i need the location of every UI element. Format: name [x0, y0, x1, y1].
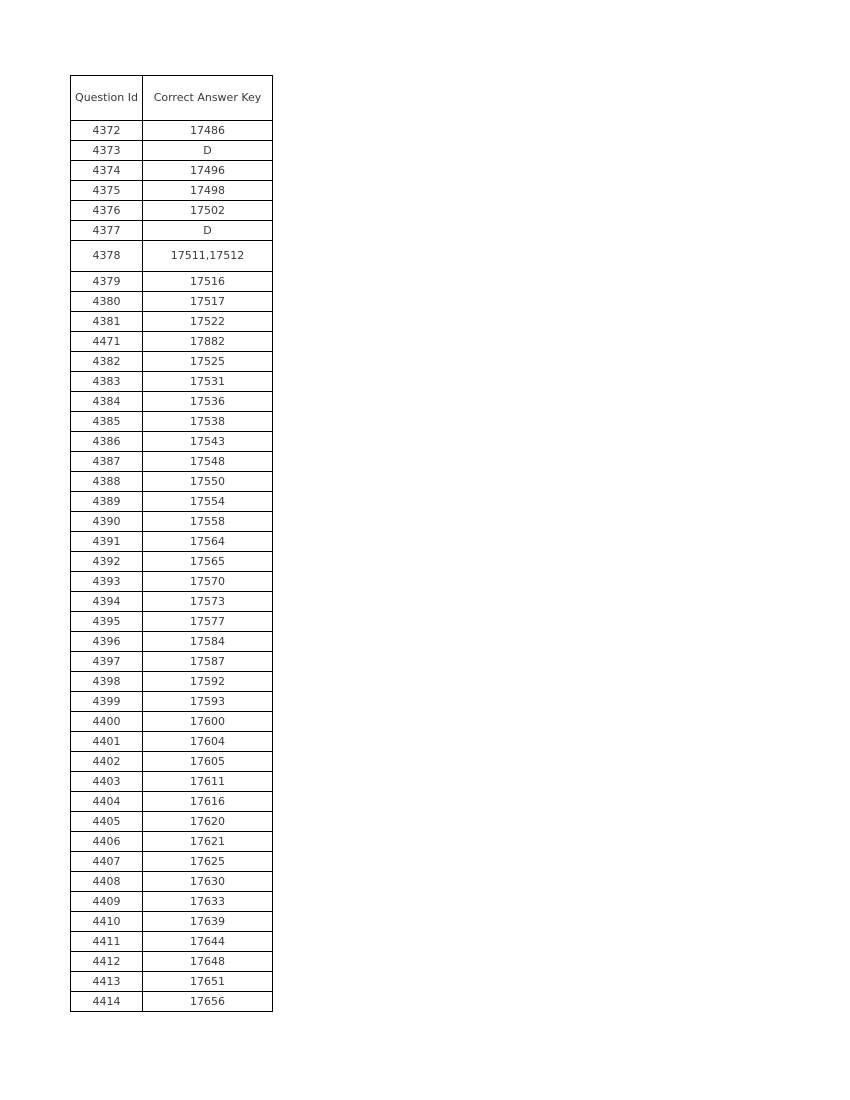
- answer-key-cell: D: [143, 141, 273, 161]
- answer-key-cell: 17651: [143, 972, 273, 992]
- question-id-cell: 4404: [71, 792, 143, 812]
- table-row: [71, 492, 273, 512]
- table-row: [71, 992, 273, 1012]
- answer-key-cell: 17486: [143, 121, 273, 141]
- answer-key-cell: 17604: [143, 732, 273, 752]
- answer-key-cell: 17584: [143, 632, 273, 652]
- question-id-cell: 4410: [71, 912, 143, 932]
- question-id-cell: 4376: [71, 201, 143, 221]
- table-row: [71, 832, 273, 852]
- question-id-cell: 4395: [71, 612, 143, 632]
- table-row: [71, 712, 273, 732]
- answer-key-cell: 17633: [143, 892, 273, 912]
- question-id-cell: 4392: [71, 552, 143, 572]
- table-row: [71, 572, 273, 592]
- table-row: [71, 532, 273, 552]
- answer-key-cell: 17620: [143, 812, 273, 832]
- answer-key-cell: 17564: [143, 532, 273, 552]
- answer-key-cell: 17550: [143, 472, 273, 492]
- table-row: [71, 452, 273, 472]
- table-row: [71, 952, 273, 972]
- table-row: [71, 812, 273, 832]
- table-row: [71, 932, 273, 952]
- table-row: [71, 852, 273, 872]
- answer-key-cell: 17573: [143, 592, 273, 612]
- answer-key-cell: 17648: [143, 952, 273, 972]
- table-row: [71, 772, 273, 792]
- answer-key-cell: 17639: [143, 912, 273, 932]
- answer-key-table: [70, 75, 273, 1012]
- answer-key-cell: 17531: [143, 372, 273, 392]
- question-id-cell: 4378: [71, 241, 143, 272]
- table-row: [71, 872, 273, 892]
- answer-key-cell: 17600: [143, 712, 273, 732]
- table-row: [71, 612, 273, 632]
- question-id-cell: 4394: [71, 592, 143, 612]
- answer-key-cell: 17593: [143, 692, 273, 712]
- question-id-cell: 4379: [71, 272, 143, 292]
- question-id-cell: 4401: [71, 732, 143, 752]
- table-row: [71, 352, 273, 372]
- answer-key-cell: 17511,17512: [143, 241, 273, 272]
- table-row: [71, 652, 273, 672]
- table-row: [71, 201, 273, 221]
- answer-key-cell: 17522: [143, 312, 273, 332]
- table-row: [71, 732, 273, 752]
- question-id-cell: 4403: [71, 772, 143, 792]
- answer-key-cell: 17630: [143, 872, 273, 892]
- table-row: [71, 372, 273, 392]
- table-row: [71, 892, 273, 912]
- table-row: [71, 181, 273, 201]
- table-row: [71, 272, 273, 292]
- question-id-cell: 4387: [71, 452, 143, 472]
- answer-key-cell: 17611: [143, 772, 273, 792]
- answer-key-cell: 17502: [143, 201, 273, 221]
- question-id-cell: 4386: [71, 432, 143, 452]
- question-id-cell: 4377: [71, 221, 143, 241]
- table-row: [71, 221, 273, 241]
- answer-key-cell: 17516: [143, 272, 273, 292]
- question-id-cell: 4372: [71, 121, 143, 141]
- question-id-cell: 4375: [71, 181, 143, 201]
- table-row: [71, 972, 273, 992]
- question-id-cell: 4409: [71, 892, 143, 912]
- answer-key-cell: 17577: [143, 612, 273, 632]
- answer-key-cell: D: [143, 221, 273, 241]
- header-row: [71, 76, 273, 121]
- answer-key-cell: 17570: [143, 572, 273, 592]
- question-id-cell: 4393: [71, 572, 143, 592]
- answer-key-cell: 17587: [143, 652, 273, 672]
- answer-key-cell: 17882: [143, 332, 273, 352]
- question-id-cell: 4388: [71, 472, 143, 492]
- table-row: [71, 141, 273, 161]
- question-id-cell: 4471: [71, 332, 143, 352]
- answer-key-cell: 17644: [143, 932, 273, 952]
- table-row: [71, 752, 273, 772]
- table-row: [71, 592, 273, 612]
- answer-key-cell: 17621: [143, 832, 273, 852]
- column-header-answer-key: Correct Answer Key: [143, 76, 273, 121]
- answer-key-cell: 17605: [143, 752, 273, 772]
- table-row: [71, 512, 273, 532]
- table-row: [71, 332, 273, 352]
- table-row: [71, 161, 273, 181]
- table-body: [71, 121, 273, 1012]
- question-id-cell: 4382: [71, 352, 143, 372]
- answer-key-cell: 17496: [143, 161, 273, 181]
- table-row: [71, 912, 273, 932]
- column-header-question-id: Question Id: [71, 76, 143, 121]
- question-id-cell: 4374: [71, 161, 143, 181]
- question-id-cell: 4380: [71, 292, 143, 312]
- question-id-cell: 4385: [71, 412, 143, 432]
- table-row: [71, 121, 273, 141]
- question-id-cell: 4384: [71, 392, 143, 412]
- question-id-cell: 4397: [71, 652, 143, 672]
- table-row: [71, 472, 273, 492]
- answer-key-cell: 17558: [143, 512, 273, 532]
- question-id-cell: 4383: [71, 372, 143, 392]
- question-id-cell: 4413: [71, 972, 143, 992]
- question-id-cell: 4391: [71, 532, 143, 552]
- answer-key-cell: 17543: [143, 432, 273, 452]
- table-row: [71, 692, 273, 712]
- question-id-cell: 4389: [71, 492, 143, 512]
- answer-key-cell: 17565: [143, 552, 273, 572]
- answer-key-cell: 17625: [143, 852, 273, 872]
- table-row: [71, 412, 273, 432]
- answer-key-cell: 17525: [143, 352, 273, 372]
- answer-key-cell: 17548: [143, 452, 273, 472]
- question-id-cell: 4400: [71, 712, 143, 732]
- question-id-cell: 4402: [71, 752, 143, 772]
- answer-key-cell: 17656: [143, 992, 273, 1012]
- table-row: [71, 552, 273, 572]
- table-row: [71, 392, 273, 412]
- answer-key-cell: 17498: [143, 181, 273, 201]
- table-row: [71, 632, 273, 652]
- table-row: [71, 312, 273, 332]
- question-id-cell: 4407: [71, 852, 143, 872]
- question-id-cell: 4396: [71, 632, 143, 652]
- question-id-cell: 4406: [71, 832, 143, 852]
- answer-key-cell: 17536: [143, 392, 273, 412]
- answer-key-cell: 17592: [143, 672, 273, 692]
- answer-key-cell: 17538: [143, 412, 273, 432]
- question-id-cell: 4412: [71, 952, 143, 972]
- table-row: [71, 672, 273, 692]
- question-id-cell: 4373: [71, 141, 143, 161]
- table-row: [71, 241, 273, 272]
- question-id-cell: 4414: [71, 992, 143, 1012]
- table-row: [71, 292, 273, 312]
- answer-key-cell: 17517: [143, 292, 273, 312]
- question-id-cell: 4381: [71, 312, 143, 332]
- table-row: [71, 792, 273, 812]
- question-id-cell: 4399: [71, 692, 143, 712]
- table-row: [71, 432, 273, 452]
- question-id-cell: 4398: [71, 672, 143, 692]
- answer-key-cell: 17616: [143, 792, 273, 812]
- question-id-cell: 4408: [71, 872, 143, 892]
- question-id-cell: 4411: [71, 932, 143, 952]
- answer-key-cell: 17554: [143, 492, 273, 512]
- question-id-cell: 4390: [71, 512, 143, 532]
- question-id-cell: 4405: [71, 812, 143, 832]
